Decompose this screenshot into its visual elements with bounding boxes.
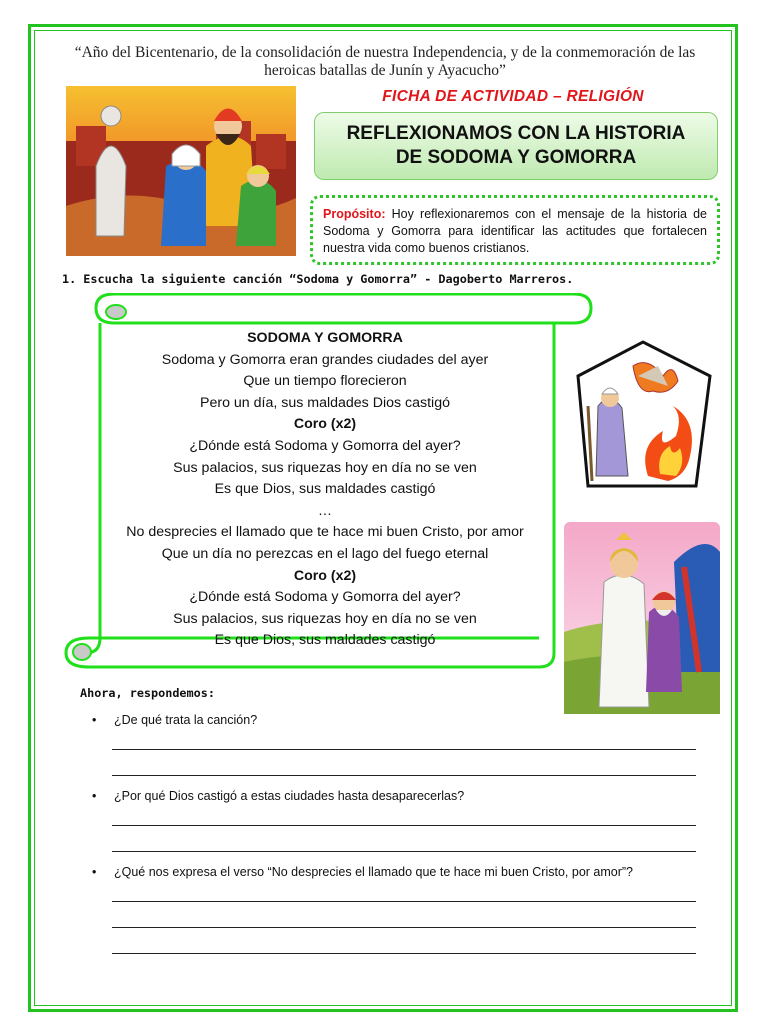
chorus-label: Coro (x2)	[293, 416, 357, 433]
song-line: Que un tiempo florecieron	[243, 373, 407, 390]
question-2	[92, 789, 464, 803]
purpose-label: Propósito:	[323, 207, 386, 221]
title-line-1: REFLEXIONAMOS CON LA HISTORIA	[346, 123, 686, 144]
answer-line[interactable]	[112, 825, 696, 826]
song-title: SODOMA Y GOMORRA	[247, 330, 403, 346]
listen-instruction: 1. Escucha la siguiente canción “Sodoma y Gomorra” - Dagoberto Marreros.	[62, 272, 574, 286]
title-line-2: DE SODOMA Y GOMORRA	[395, 147, 637, 168]
song-ellipsis: …	[317, 502, 333, 519]
lot-family-fleeing-illustration	[66, 86, 296, 256]
answer-line[interactable]	[112, 927, 696, 928]
question-text: ¿De qué trata la canción?	[114, 713, 258, 727]
bullet-icon: •	[92, 713, 97, 727]
bullet-icon: •	[92, 789, 97, 803]
song-line: Sus palacios, sus riquezas hoy en día no se ven	[173, 459, 477, 476]
song-line: Que un día no perezcas en el lago del fuego eternal	[161, 545, 489, 562]
answer-line[interactable]	[112, 953, 696, 954]
chorus-label: Coro (x2)	[293, 567, 357, 584]
song-line: Sus palacios, sus riquezas hoy en día no se ven	[173, 610, 477, 627]
question-text: ¿Qué nos expresa el verso “No desprecies el llamado que te hace mi buen Cristo, por amor”?	[114, 865, 634, 879]
year-motto: “Año del Bicentenario, de la consolidación de nuestra Independencia, y de la conmemoración de las heroicas batallas de Junín y Ayacucho”	[74, 44, 696, 79]
activity-heading: Ahora, respondemos:	[80, 686, 215, 700]
question-text: ¿Por qué Dios castigó a estas ciudades hasta desaparecerlas?	[114, 789, 465, 803]
question-1	[92, 713, 257, 727]
answer-line[interactable]	[112, 775, 696, 776]
song-line: ¿Dónde está Sodoma y Gomorra del ayer?	[189, 589, 461, 606]
answer-line[interactable]	[112, 749, 696, 750]
purpose-text: Hoy reflexionaremos con el mensaje de la historia de Sodoma y Gomorra para identificar las actitudes que fortalecen nuestra vida como buenos cristianos.	[323, 207, 707, 255]
song-line: Es que Dios, sus maldades castigó	[214, 481, 436, 498]
answer-line[interactable]	[112, 901, 696, 902]
purpose-box	[310, 195, 720, 265]
angels-warning-lot-illustration	[564, 522, 720, 714]
burning-city-illustration	[568, 336, 718, 496]
question-3	[92, 865, 633, 879]
title-box	[314, 112, 718, 180]
answer-line[interactable]	[112, 851, 696, 852]
song-line: Sodoma y Gomorra eran grandes ciudades del ayer	[161, 351, 489, 368]
song-lyrics	[100, 328, 550, 652]
bullet-icon: •	[92, 865, 97, 879]
activity-sheet-label: FICHA DE ACTIVIDAD – RELIGIÓN	[382, 88, 644, 105]
song-line: Es que Dios, sus maldades castigó	[214, 632, 436, 649]
song-line: Pero un día, sus maldades Dios castigó	[200, 394, 450, 411]
song-line: ¿Dónde está Sodoma y Gomorra del ayer?	[189, 437, 461, 454]
song-line: No desprecies el llamado que te hace mi buen Cristo, por amor	[126, 524, 524, 541]
